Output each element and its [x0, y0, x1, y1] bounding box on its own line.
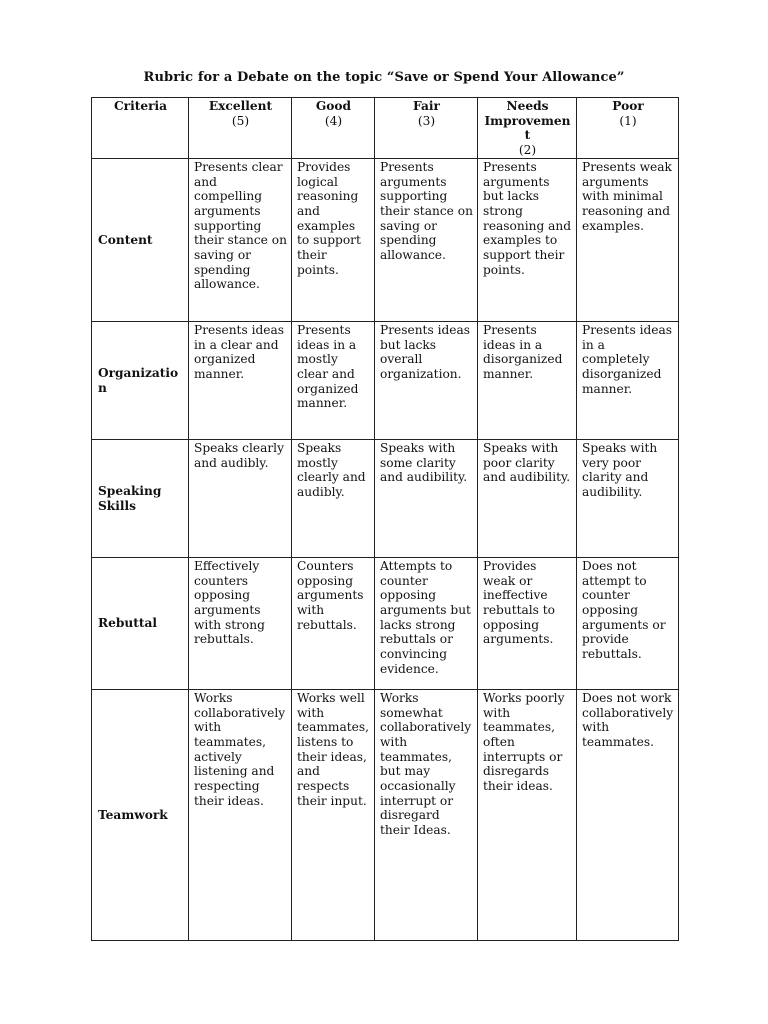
rubric-cell: Presents arguments but lacks strong reasoning and examples to support their points.	[478, 158, 577, 321]
column-header-poor	[577, 98, 679, 159]
rubric-cell: Speaks clearly and audibly.	[189, 439, 292, 557]
rubric-cell: Speaks with some clarity and audibility.	[375, 439, 478, 557]
table-row-content	[92, 158, 679, 321]
rubric-cell: Presents ideas in a mostly clear and organized manner.	[292, 321, 375, 439]
rubric-cell: Does not attempt to counter opposing arguments or provide rebuttals.	[577, 557, 679, 689]
level-score: (3)	[417, 113, 436, 128]
level-score: (5)	[231, 113, 250, 128]
table-row-organization	[92, 321, 679, 439]
level-name: Good	[315, 99, 352, 113]
level-name: Poor	[612, 99, 644, 113]
criteria-cell: Speaking Skills	[92, 439, 189, 557]
rubric-cell: Presents weak arguments with minimal reasoning and examples.	[577, 158, 679, 321]
rubric-cell: Speaks mostly clearly and audibly.	[292, 439, 375, 557]
criteria-cell: Teamwork	[92, 689, 189, 940]
table-row-teamwork	[92, 689, 679, 940]
rubric-cell: Works well with teammates, listens to their ideas, and respects their input.	[292, 689, 375, 940]
column-header-good	[292, 98, 375, 159]
rubric-cell: Presents clear and compelling arguments supporting their stance on saving or spending allowance.	[189, 158, 292, 321]
table-row-rebuttal	[92, 557, 679, 689]
rubric-cell: Counters opposing arguments with rebuttals.	[292, 557, 375, 689]
rubric-cell: Works somewhat collaboratively with teammates, but may occasionally interrupt or disregard their Ideas.	[375, 689, 478, 940]
column-header-criteria: Criteria	[92, 98, 189, 159]
level-score: (2)	[518, 143, 537, 158]
rubric-cell: Works poorly with teammates, often interrupts or disregards their ideas.	[478, 689, 577, 940]
rubric-cell: Presents ideas in a completely disorganized manner.	[577, 321, 679, 439]
document-title: Rubric for a Debate on the topic “Save or Spend Your Allowance”	[143, 70, 625, 85]
level-name: Excellent	[208, 99, 273, 113]
table-row-speaking-skills	[92, 439, 679, 557]
criteria-cell: Organization	[92, 321, 189, 439]
level-name: Needs Improvement	[484, 99, 571, 143]
rubric-cell: Works collaboratively with teammates, actively listening and respecting their ideas.	[189, 689, 292, 940]
rubric-cell: Presents ideas in a disorganized manner.	[478, 321, 577, 439]
rubric-cell: Presents arguments supporting their stance on saving or spending allowance.	[375, 158, 478, 321]
rubric-cell: Presents ideas in a clear and organized manner.	[189, 321, 292, 439]
criteria-cell: Content	[92, 158, 189, 321]
rubric-cell: Presents ideas but lacks overall organization.	[375, 321, 478, 439]
rubric-table	[91, 97, 679, 941]
rubric-cell: Effectively counters opposing arguments with strong rebuttals.	[189, 557, 292, 689]
column-header-excellent	[189, 98, 292, 159]
level-score: (1)	[619, 113, 637, 128]
criteria-cell: Rebuttal	[92, 557, 189, 689]
rubric-cell: Speaks with poor clarity and audibility.	[478, 439, 577, 557]
level-name: Fair	[413, 99, 440, 113]
rubric-cell: Provides logical reasoning and examples to support their points.	[292, 158, 375, 321]
rubric-cell: Provides weak or ineffective rebuttals to opposing arguments.	[478, 557, 577, 689]
column-header-fair	[375, 98, 478, 159]
rubric-cell: Attempts to counter opposing arguments but lacks strong rebuttals or convincing evidence.	[375, 557, 478, 689]
level-score: (4)	[324, 113, 343, 128]
column-header-needs-improvement	[478, 98, 577, 159]
table-header-row	[92, 98, 679, 159]
rubric-cell: Does not work collaboratively with teammates.	[577, 689, 679, 940]
rubric-cell: Speaks with very poor clarity and audibility.	[577, 439, 679, 557]
